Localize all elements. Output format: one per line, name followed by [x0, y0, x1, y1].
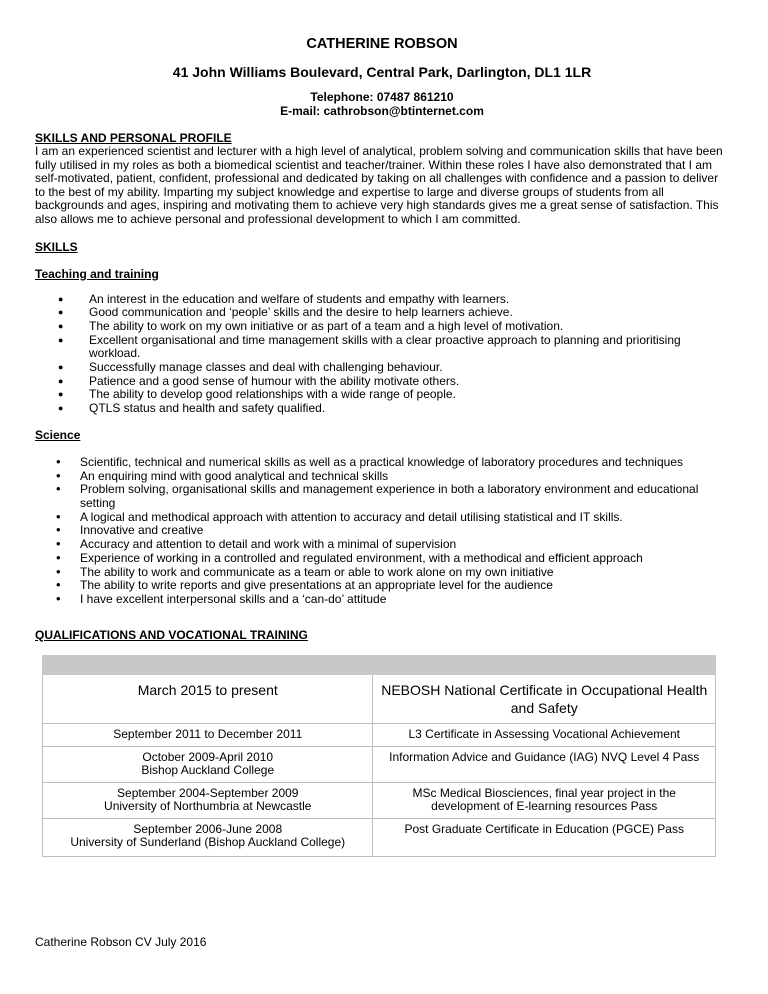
list-item: ● Successfully manage classes and deal with challenging behaviour. [58, 360, 443, 375]
science-list [35, 453, 729, 607]
table-row [43, 675, 716, 724]
table-row [43, 818, 716, 856]
qualification-institution: University of Sunderland (Bishop Auckland College) [70, 835, 346, 849]
address: 41 John Williams Boulevard, Central Park, Darlington, DL1 1LR [172, 64, 592, 80]
qualification-name: NEBOSH National Certificate in Occupational Health and Safety [373, 675, 716, 724]
email: E-mail: cathrobson@btinternet.com [280, 104, 484, 118]
table-row [43, 746, 716, 782]
list-item: • Experience of working in a controlled and regulated environment, with a methodical and efficient approach [56, 549, 643, 565]
qualification-date: September 2004-September 2009 University of Northumbria at Newcastle [43, 782, 373, 818]
list-item: ● The ability to develop good relationships with a wide range of people. [58, 387, 456, 402]
table-row [43, 782, 716, 818]
qualification-date: September 2006-June 2008 University of Sunderland (Bishop Auckland College) [43, 818, 373, 856]
list-item: • Accuracy and attention to detail and work with a minimal of supervision [56, 536, 457, 552]
teaching-heading: Teaching and training [35, 266, 159, 281]
qualification-date: September 2011 to December 2011 [43, 724, 373, 747]
list-item: • Scientific, technical and numerical skills as well as a practical knowledge of laboratory procedures and techniques [56, 453, 683, 469]
qualification-date: October 2009-April 2010 Bishop Auckland College [43, 746, 373, 782]
qualification-name: Post Graduate Certificate in Education (PGCE) Pass [373, 818, 716, 856]
qualifications-table [42, 655, 716, 857]
list-item: ● Patience and a good sense of humour with the ability motivate others. [58, 373, 460, 388]
science-heading: Science [35, 427, 81, 442]
qualification-name: MSc Medical Biosciences, final year project in the development of E-learning resources Pass [373, 782, 716, 818]
list-item: ● An interest in the education and welfare of students and empathy with learners. [58, 291, 510, 306]
candidate-name: CATHERINE ROBSON [306, 36, 458, 52]
qualification-date: March 2015 to present [43, 675, 373, 724]
profile-heading: SKILLS AND PERSONAL PROFILE [35, 131, 232, 145]
list-item: • Innovative and creative [56, 522, 204, 538]
qualification-institution: University of Northumbria at Newcastle [104, 799, 312, 813]
list-item: ● Excellent organisational and time management skills with a clear proactive approach to planning and prioritising workload. [58, 332, 681, 361]
list-item: ● QTLS status and health and safety qualified. [58, 401, 326, 416]
table-row [43, 724, 716, 747]
telephone: Telephone: 07487 861210 [310, 90, 454, 104]
list-item: • A logical and methodical approach with attention to accuracy and detail utilising statistical and IT skills. [56, 508, 623, 524]
footer-text: Catherine Robson CV July 2016 [35, 935, 207, 949]
list-item: ● The ability to work on my own initiative or as part of a team and a high level of motivation. [58, 318, 564, 333]
cv-page [35, 36, 729, 642]
list-item: • The ability to work and communicate as a team or able to work alone on my own initiative [56, 563, 554, 579]
list-item: • An enquiring mind with good analytical and technical skills [56, 467, 389, 483]
profile-text: I am an experienced scientist and lecturer with a high level of analytical, problem solving and communication skills that have been fully utilised in my roles as both a biomedical scientist and teacher/trainer. Within these roles I have also demonstrated that I am self-motivated, patient, confident, professional and dedicated by taking on all challenges with confidence and a passion to deliver to the best of my ability. Imparting my subject knowledge and expertise to large and diverse groups of students from all backgrounds and ages, inspiring and motivating them to achieve very high standards gives me a great sense of satisfaction. This also allows me to achieve personal and professional development to which I am committed. [35, 144, 723, 226]
teaching-list [35, 293, 729, 416]
skills-heading: SKILLS [35, 239, 78, 254]
qualifications-heading: QUALIFICATIONS AND VOCATIONAL TRAINING [35, 627, 308, 642]
qualification-institution: Bishop Auckland College [141, 763, 275, 777]
list-item: • The ability to write reports and give presentations at an appropriate level for the audience [56, 577, 553, 593]
list-item: ● Good communication and ‘people’ skills and the desire to help learners achieve. [58, 305, 513, 320]
table-header-row [43, 656, 716, 675]
qualification-name: L3 Certificate in Assessing Vocational Achievement [373, 724, 716, 747]
list-item: • Problem solving, organisational skills and management experience in both a laboratory environment and educational setting [56, 481, 699, 510]
qualification-name: Information Advice and Guidance (IAG) NVQ Level 4 Pass [373, 746, 716, 782]
list-item: • I have excellent interpersonal skills and a ‘can-do’ attitude [56, 590, 387, 606]
